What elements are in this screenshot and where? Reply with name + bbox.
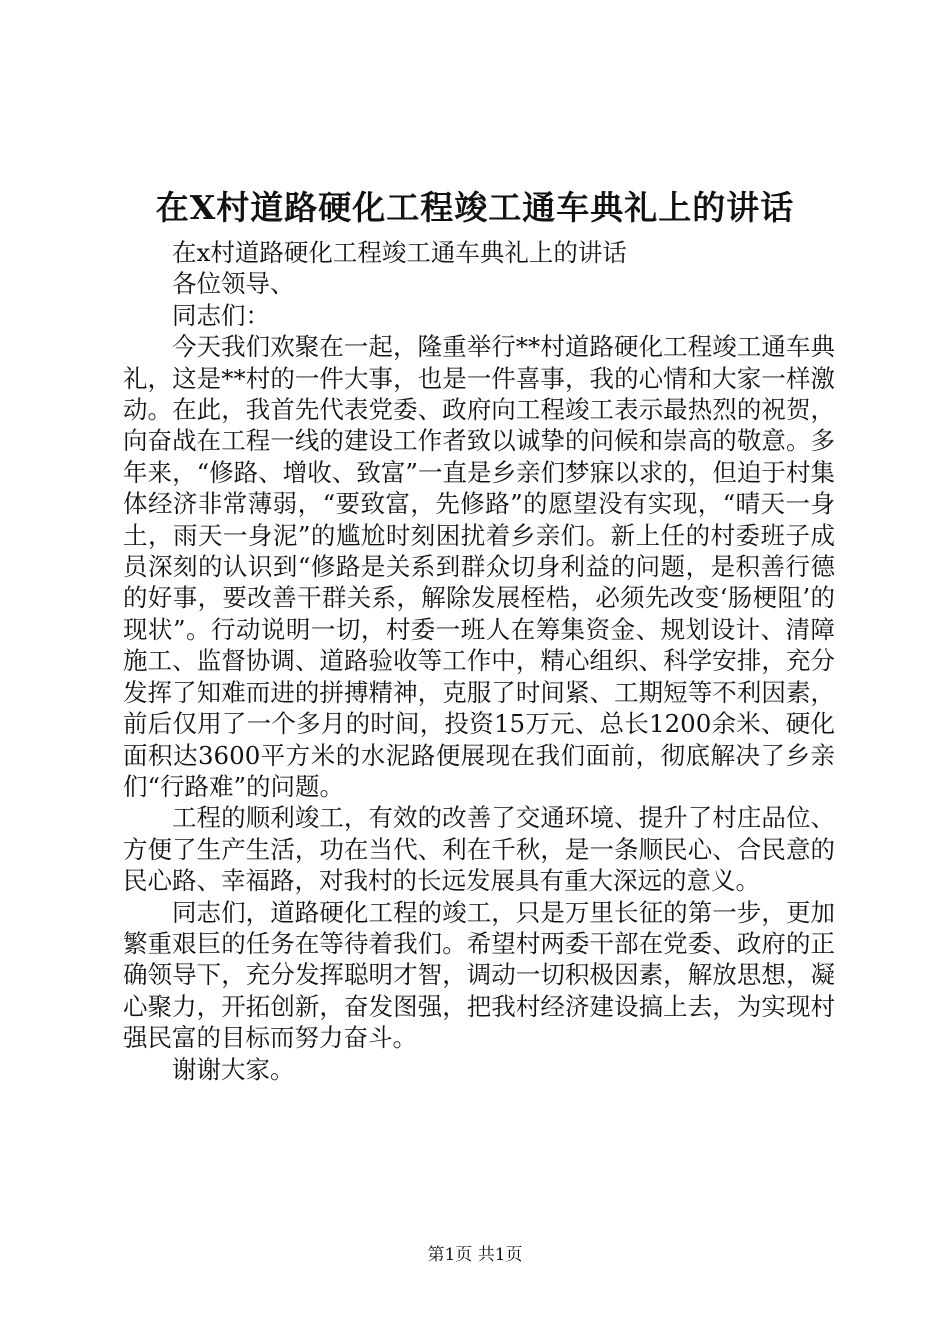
document-title: 在X村道路硬化工程竣工通车典礼上的讲话 [155,188,795,227]
subtitle-line: 在x村道路硬化工程竣工通车典礼上的讲话 [172,238,627,267]
closing-thanks: 谢谢大家。 [172,1054,295,1084]
salutation-leaders: 各位领导、 [172,269,295,299]
salutation-comrades: 同志们： [172,300,270,330]
document-body [123,237,835,1085]
body-paragraph: 工程的顺利竣工，有效的改善了交通环境、提升了村庄品位、方便了生产生活，功在当代、利在千秋，是一条顺民心、合民意的民心路、幸福路，对我村的长远发展具有重大深远的意义。 [123,803,835,896]
body-paragraph: 同志们，道路硬化工程的竣工，只是万里长征的第一步，更加繁重艰巨的任务在等待着我们。希望村两委干部在党委、政府的正确领导下，充分发挥聪明才智，调动一切积极因素，解放思想，凝心聚力，开拓创新，奋发图强，把我村经济建设搞上去，为实现村强民富的目标而努力奋斗。 [123,897,835,1053]
body-paragraph: 今天我们欢聚在一起，隆重举行**村道路硬化工程竣工通车典礼，这是**村的一件大事，也是一件喜事，我的心情和大家一样激动。在此，我首先代表党委、政府向工程竣工表示最热烈的祝贺，向奋战在工程一线的建设工作者致以诚挚的问候和崇高的敬意。多年来，“修路、增收、致富”一直是乡亲们梦寐以求的，但迫于村集体经济非常薄弱，“要致富，先修路”的愿望没有实现，“晴天一身土，雨天一身泥”的尴尬时刻困扰着乡亲们。新上任的村委班子成员深刻的认识到“修路是关系到群众切身利益的问题，是积善行德的好事，要改善干群关系，解除发展桎梏，必须先改变‘肠梗阻’的现状”。行动说明一切，村委一班人在筹集资金、规划设计、清障施工、监督协调、道路验收等工作中，精心组织、科学安排，充分发挥了知难而进的拼搏精神，克服了时间紧、工期短等不利因素，前后仅用了一个多月的时间，投资15万元、总长1200余米、硬化面积达3600平方米的水泥路便展现在我们面前，彻底解决了乡亲们“行路难”的问题。 [123,332,835,801]
page-number-footer: 第1页 共1页 [427,1245,523,1265]
